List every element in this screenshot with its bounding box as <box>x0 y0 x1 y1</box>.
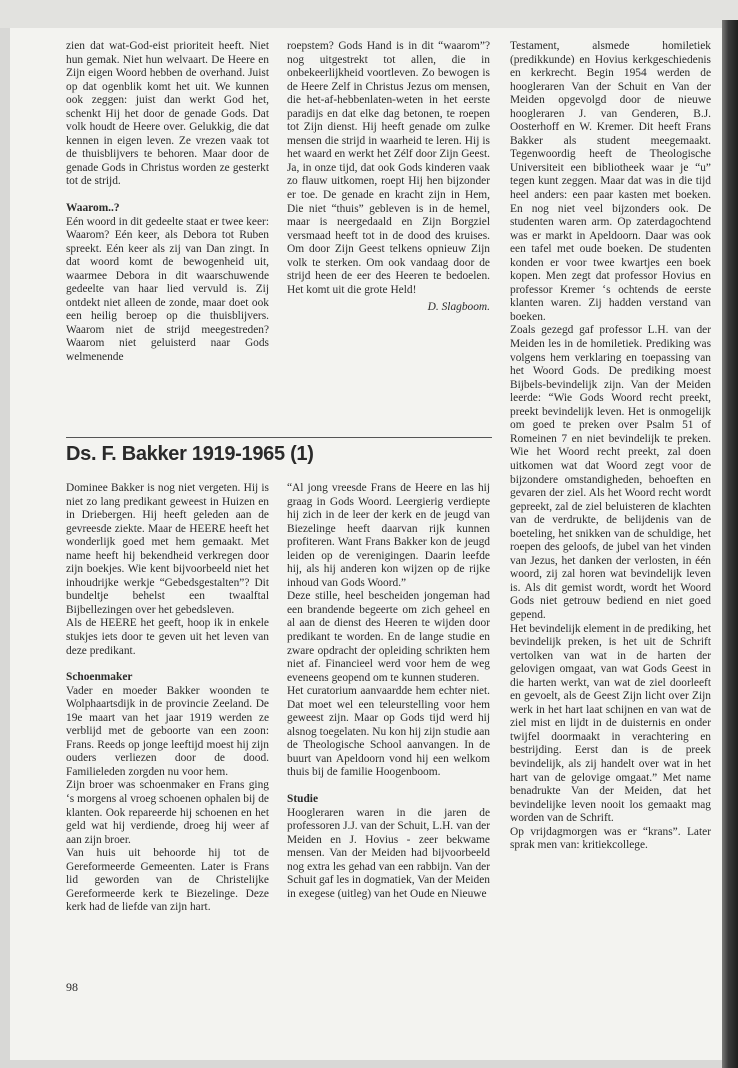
paragraph: Zijn broer was schoenmaker en Frans ging ‘s morgens al vroeg schoenen ophalen bij de klanten. Ook repareerde hij schoenen en het geld wat hij verdiende, droeg hij weer af aan zijn broer. <box>66 779 269 846</box>
paragraph: Testament, alsmede homiletiek (predikkunde) en Hovius kerkgeschiedenis en kerkrecht. Begin 1954 werden de hoogleraren Van der Schuit en Van der Meiden opgevolgd door de nieuwe hoogleraren J. van Genderen, B.J. Oosterhoff en W. Kremer. Dit heeft Frans Bakker als student meegemaakt. Tegenwoordig heeft de Theologische Universiteit een bibliotheek waar je “u” tegen kunt zeggen. Maar dat was in die tijd heel anders: een paar kasten met boeken. En nog niet veel bijzonders ook. De studenten waren arm. Op zaterdagochtend was er markt in Apeldoorn. Daar was ook een tafel met oude boeken. De studenten konden er voor twee kwartjes een boek kopen. Men zegt dat professor Hovius en professor Kremer ‘s ochtends de eerste klanten waren. Zij hadden verstand van boeken. <box>510 40 711 323</box>
top-column-2 <box>287 40 490 315</box>
article-column-2 <box>287 482 490 901</box>
top-column-1 <box>66 40 269 365</box>
paragraph: Het curatorium aanvaardde hem echter niet. Dat moet wel een teleurstelling voor hem geweest zijn. Maar op Gods tijd werd hij alsnog toegelaten. Nu kon hij zijn studie aan de Theologische School aanvangen. In de buurt van Apeldoorn vond hij een welkom thuis bij de familie Hoogenboom. <box>287 685 490 779</box>
scan-binding-shadow <box>722 20 738 1068</box>
subheading-waarom: Waarom..? <box>66 202 120 215</box>
article-column-1 <box>66 482 269 915</box>
paragraph: Eén woord in dit gedeelte staat er twee keer: Waarom? Eén keer, als Debora tot Ruben spreekt. Eén keer als zij van Dan zingt. In dat woord komt de bewogenheid uit, waarmee Debora in dit waarschuwende gedeelte van haar lied vervuld is. Zij ontdekt niet alleen de zonde, maar doet ook een heilig beroep op die thuisblijvers. Waarom niet de strijd meegestreden? Waarom niet geluisterd naar Gods welmenende <box>66 215 269 364</box>
paragraph: zien dat wat-God-eist prioriteit heeft. Niet hun gemak. Niet hun welvaart. De Heere en Zijn eigen Woord hebben de overhand. Juist op dat ogenblik komt het uit. We kunnen ook zeggen: juist dan werkt God het, schenkt Hij het door de genade Gods. Dat volk houdt de Heere over. Gelukkig, die dat kennen in eigen leven. Ze vrezen vaak tot de thuisblijvers te behoren. Maar door de genade Gods in Christus worden ze gesterkt tot de strijd. <box>66 40 269 188</box>
paragraph: Zoals gezegd gaf professor L.H. van der Meiden les in de homiletiek. Prediking was volgens hem verklaring en toepassing van het Woord Gods. De prediking moest Bijbels-bevindelijk zijn. Van der Meiden leerde: “Wie Gods Woord recht preekt, preekt bevindelijk leven. Het is onmogelijk om goed te preken over Psalm 51 of Romeinen 7 en niet bevindelijk te preken. Wie het Woord recht preekt, zal doen uitkomen wat dat Woord zegt voor de bijzondere omstandigheden, behoeften en gevaren der ziel. Als het Woord recht wordt gepreekt, zal de ziel beluisteren de klachten van de verdrukte, de belijdenis van de boeteling, het snikken van de schuldige, het roepen des geloofs, de jubel van het vinden van Jezus, het danken der verlosten, in één woord, zij zal horen wat bevindelijk leven is. Als dit gemist wordt, wordt het Woord Gods niet getrouw bediend en niet goed gepend. <box>510 324 711 621</box>
paragraph: Vader en moeder Bakker woonden te Wolphaartsdijk in de provincie Zeeland. De 19e maart van het jaar 1919 werden ze verblijd met de geboorte van een zoon: Frans. Reeds op jonge leeftijd moest hij zijn ouders verliezen door de dood. Familieleden zorgden nu voor hem. <box>66 684 269 778</box>
section-divider <box>66 437 492 438</box>
subheading-schoenmaker: Schoenmaker <box>66 671 133 684</box>
paragraph: Het bevindelijk element in de prediking, het bevindelijk preken, is het uit de Schrift vertolken van wat in de harten der gelovigen omgaat, van wat Gods Geest in die harten werkt, van wat de ziel doorleeft en gevoelt, als de Geest Zijn licht over Zijn werk in het hart laat schijnen en van wat de ziel mist en lijdt in de duisternis en onder twijfel doormaakt in verachtering en bestrijding. Eerst dan is de preek bevindelijk, als zij handelt over wat in het hart van de gelovige omgaat.” Met name benadrukte Van der Meiden, dat het bevindelijke leven nooit los gemaakt mag worden van de Schrift. <box>510 622 711 825</box>
subheading-studie: Studie <box>287 793 319 806</box>
paragraph: Als de HEERE het geeft, hoop ik in enkele stukjes iets door te geven uit het leven van deze predikant. <box>66 617 269 657</box>
scan-top-margin <box>0 0 738 28</box>
paragraph: Op vrijdagmorgen was er “krans”. Later sprak men van: kritiekcollege. <box>510 825 711 852</box>
article-title: Ds. F. Bakker 1919-1965 (1) <box>66 443 314 465</box>
paragraph: Deze stille, heel bescheiden jongeman had een brandende begeerte om zich geheel en al aan de dienst des Heeren te wijden door predikant te worden. En de lange studie en zware opdracht der opleiding schrikten hem niet af. Financieel werd voor hem de weg eveneens geopend om te kunnen studeren. <box>287 590 490 684</box>
page-number: 98 <box>66 980 78 994</box>
paragraph: “Al jong vreesde Frans de Heere en las hij graag in Gods Woord. Leergierig verdiepte hij zich in de leer der kerk en de jeugd van Biezelinge heeft daarvan rijk kunnen profiteren. Want Frans Bakker kon de jeugd leiden op de verenigingen. Daarin leefde hij, als hij anderen kon wijzen op de rijke inhoud van Gods Woord.” <box>287 482 490 589</box>
author-signature: D. Slagboom. <box>427 301 490 314</box>
paragraph: Hoogleraren waren in die jaren de professoren J.J. van der Schuit, L.H. van der Meiden en J. Hovius - zeer bekwame mensen. Van der Meiden had bijvoorbeeld nog extra les gehad van een rabbijn. Van der Schuit gaf les in dogmatiek, Van der Meiden in exegese (uitleg) van het Oude en Nieuwe <box>287 806 490 900</box>
paragraph: Van huis uit behoorde hij tot de Gereformeerde Gemeenten. Later is Frans lid geworden van de Christelijke Gereformeerde kerk te Biezelinge. Deze kerk had de liefde van zijn hart. <box>66 847 269 914</box>
right-column <box>510 40 711 853</box>
paragraph: Dominee Bakker is nog niet vergeten. Hij is niet zo lang predikant geweest in Huizen en in Driebergen. Hij heeft geleden aan de gevreesde ziekte. Maar de HEERE heeft het wonderlijk goed met hem gemaakt. Met name heeft hij bekendheid verkregen door zijn boekjes. Wie kent bijvoorbeeld niet het inhoudrijke werkje “Gebedsgestalten”? Dit bundeltje behelst een twaalftal Bijbellezingen over het gebedsleven. <box>66 482 269 616</box>
paragraph: roepstem? Gods Hand is in dit “waarom”? nog uitgestrekt tot allen, die in onbekeerlijkheid voortleven. Zo bewogen is de Heere Zelf in Christus Jezus om mensen, die het-af-hebbenlaten-weten in het eerste paradijs en dat elke dag betonen, te roepen tot Zijn dienst. Hij heeft genade om zulke mensen die strijd in waarheid te leren. Hij is het waard en werkt het Zélf door Zijn Geest. Ja, in onze tijd, dat ook Gods kinderen vaak zo flauw uitkomen, roept Hij hen bijzonder er toe. De genade en kracht zijn in Hem, Die niet “thuis” gebleven is in de hemel, maar is neergedaald en Zijn Borgziel versmaad heeft tot in de dood des kruises. Om door Zijn Geest telkens opnieuw Zijn volk te sterken. Om ook vandaag door de strijd heen de eer des Heeren te bedoelen. Het komt uit die grote Held! <box>287 40 490 296</box>
